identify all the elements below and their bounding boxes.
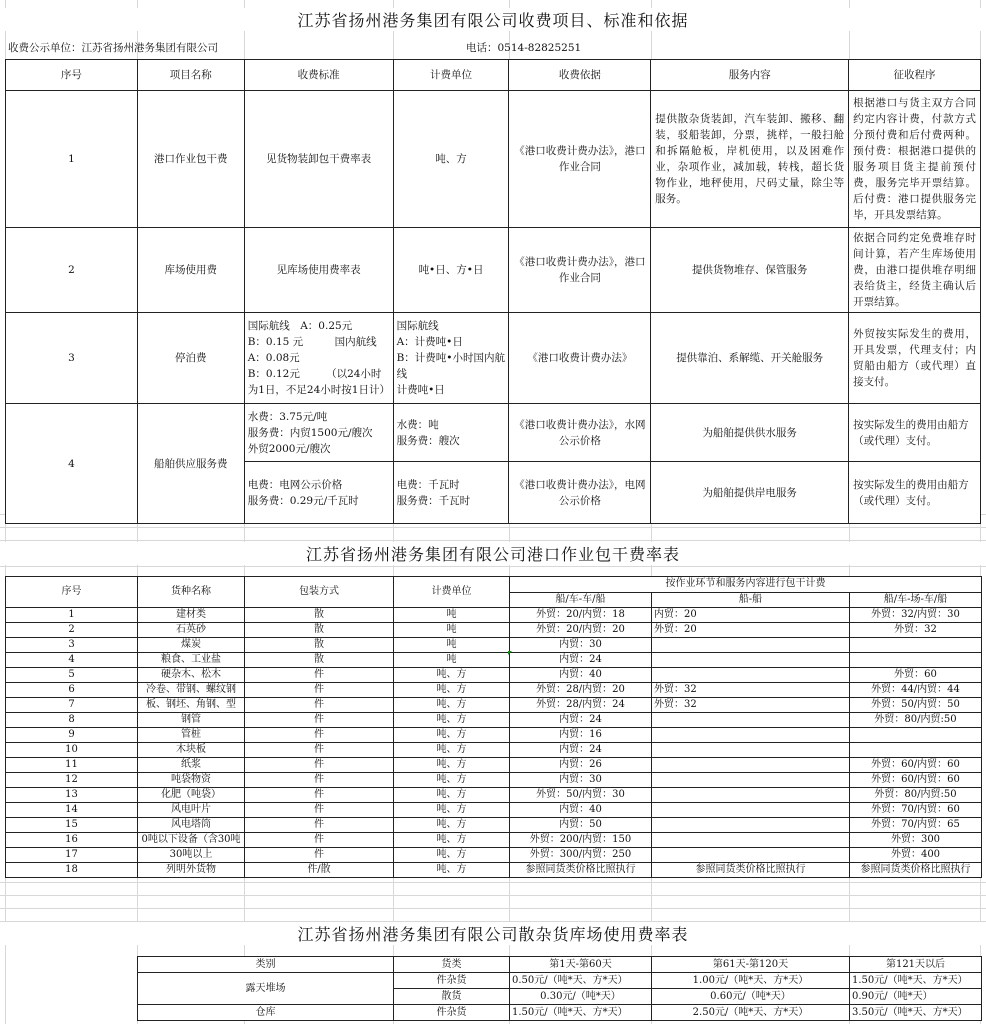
rate-no: 18 [6, 863, 138, 878]
rate-ship-ship: 外贸：32 [652, 698, 850, 713]
rate-ship-ship [652, 788, 850, 803]
rate-ship-car: 外贸：200/内贸：150 [510, 833, 652, 848]
header-name: 项目名称 [137, 60, 244, 91]
rate-ship-car: 内贸：30 [510, 773, 652, 788]
rate-cargo: 化肥（吨袋） [138, 788, 245, 803]
storage-rate: 0.60元/（吨*天） [652, 989, 850, 1005]
storage-cargo: 件杂货 [394, 1005, 510, 1021]
storage-header-days-61-120: 第61天-第120天 [652, 957, 850, 973]
rate-no: 13 [6, 788, 138, 803]
storage-table [137, 956, 982, 1021]
rate-no: 2 [6, 623, 138, 638]
rate-ship-car: 外贸：28/内贸：24 [510, 698, 652, 713]
storage-rate: 2.50元/（吨*天、方*天） [652, 1005, 850, 1021]
rate-ship-yard: 外贸：80/内贸:50 [850, 713, 982, 728]
row-unit: 吨•日、方•日 [393, 228, 509, 313]
row-basis: 《港口收费计费办法》，港口作业合同 [509, 228, 651, 313]
row-no: 2 [6, 228, 138, 313]
row-service: 为船舶提供供水服务 [651, 404, 849, 462]
rate-ship-yard: 外贸：32/内贸：30 [850, 608, 982, 623]
rate-ship-ship [652, 848, 850, 863]
table-row [6, 683, 982, 698]
rate-cargo: 0吨以下设备（含30吨 [138, 833, 245, 848]
rate-no: 16 [6, 833, 138, 848]
rates-header-unit: 计费单位 [394, 577, 510, 608]
table-row [6, 698, 982, 713]
standard-line: A：0.08元 [247, 352, 300, 364]
rate-unit: 吨、方 [394, 683, 510, 698]
row-service: 为船舶提供岸电服务 [651, 462, 849, 524]
rate-ship-yard: 外贸：60/内贸：60 [850, 758, 982, 773]
table-row [6, 848, 982, 863]
rate-ship-ship [652, 818, 850, 833]
rate-unit: 吨、方 [394, 728, 510, 743]
row-procedure: 按实际发生的费用由船方（或代理）支付。 [849, 462, 981, 524]
rate-ship-ship: 外贸：20 [652, 623, 850, 638]
rate-pack: 件 [245, 713, 394, 728]
rate-pack: 件/散 [245, 863, 394, 878]
rate-ship-ship: 内贸：20 [652, 608, 850, 623]
rate-ship-ship [652, 773, 850, 788]
table-row [6, 863, 982, 878]
rate-pack: 件 [245, 728, 394, 743]
row-unit [393, 313, 509, 404]
row-unit: 吨、方 [393, 91, 509, 228]
rate-unit: 吨、方 [394, 788, 510, 803]
rate-no: 14 [6, 803, 138, 818]
rate-pack: 散 [245, 638, 394, 653]
header-standard: 收费标准 [244, 60, 393, 91]
rate-ship-yard [850, 638, 982, 653]
table-row [6, 773, 982, 788]
row-no: 1 [6, 91, 138, 228]
rate-pack: 散 [245, 653, 394, 668]
rate-ship-ship [652, 668, 850, 683]
rate-ship-yard: 外贸：400 [850, 848, 982, 863]
table-row [6, 404, 981, 462]
rate-unit: 吨、方 [394, 803, 510, 818]
rate-no: 15 [6, 818, 138, 833]
table-row [6, 728, 982, 743]
rate-ship-yard: 外贸：44/内贸：44 [850, 683, 982, 698]
rate-no: 7 [6, 698, 138, 713]
rate-ship-car: 外贸：50/内贸：30 [510, 788, 652, 803]
rate-ship-car: 参照同货类价格比照执行 [510, 863, 652, 878]
rate-pack: 件 [245, 743, 394, 758]
publisher-label: 收费公示单位：江苏省扬州港务集团有限公司 [8, 42, 218, 54]
table-row [6, 803, 982, 818]
header-procedure: 征收程序 [849, 60, 981, 91]
rate-ship-ship [652, 803, 850, 818]
rate-pack: 散 [245, 623, 394, 638]
standard-line: B：0.12元 （以24小时为1日，不足24小时按1日计） [247, 368, 390, 396]
rate-unit: 吨、方 [394, 773, 510, 788]
rates-header-ship-car: 船/车-车/船 [510, 592, 652, 608]
rates-header-no: 序号 [6, 577, 138, 608]
unit-line: A：计费吨•日 [396, 336, 463, 348]
rate-cargo: 风电叶片 [138, 803, 245, 818]
rate-unit: 吨、方 [394, 713, 510, 728]
table-row [6, 743, 982, 758]
rates-header-ship-yard: 船/车-场-车/船 [850, 592, 982, 608]
storage-header-days-121: 第121天以后 [850, 957, 982, 973]
row-name: 停泊费 [137, 313, 244, 404]
rate-unit: 吨、方 [394, 698, 510, 713]
rate-unit: 吨 [394, 653, 510, 668]
rate-ship-car: 外贸：300/内贸：250 [510, 848, 652, 863]
rate-ship-yard: 外贸：60 [850, 668, 982, 683]
row-name: 库场使用费 [137, 228, 244, 313]
rate-pack: 件 [245, 773, 394, 788]
rate-cargo: 冷卷、带钢、螺纹钢 [138, 683, 245, 698]
row-basis: 《港口收费计费办法》，港口作业合同 [509, 91, 651, 228]
rate-unit: 吨、方 [394, 668, 510, 683]
row-standard: 见货物装卸包干费率表 [244, 91, 393, 228]
rate-pack: 件 [245, 758, 394, 773]
rate-ship-car: 外贸：20/内贸：20 [510, 623, 652, 638]
rate-cargo: 30吨以上 [138, 848, 245, 863]
storage-rate: 1.50元/（吨*天、方*天） [850, 973, 982, 989]
table-row [6, 638, 982, 653]
table-row [6, 653, 982, 668]
rate-ship-car: 内贸：30 [510, 638, 652, 653]
standard-line: 水费：3.75元/吨 [247, 410, 328, 423]
rate-ship-ship: 外贸：32 [652, 683, 850, 698]
rate-pack: 件 [245, 803, 394, 818]
storage-rate: 3.50元/（吨*天、方*天） [850, 1005, 982, 1021]
rate-no: 11 [6, 758, 138, 773]
rate-cargo: 吨袋物资 [138, 773, 245, 788]
rates-table-title: 江苏省扬州港务集团有限公司港口作业包干费率表 [0, 542, 986, 565]
unit-line: 国际航线 [396, 320, 439, 332]
rates-header-cargo: 货种名称 [138, 577, 245, 608]
row-standard [244, 404, 393, 462]
rate-cargo: 煤炭 [138, 638, 245, 653]
header-unit: 计费单位 [393, 60, 509, 91]
rate-ship-car: 内贸：40 [510, 803, 652, 818]
rate-ship-car: 内贸：50 [510, 818, 652, 833]
rate-ship-yard: 外贸：50/内贸：50 [850, 698, 982, 713]
rate-ship-ship [652, 713, 850, 728]
row-unit [393, 404, 509, 462]
rate-no: 17 [6, 848, 138, 863]
rate-pack: 件 [245, 833, 394, 848]
table-row [6, 713, 982, 728]
rate-ship-ship [652, 638, 850, 653]
standard-line: 服务费：0.29元/千瓦时 [247, 494, 359, 507]
header-no: 序号 [6, 60, 138, 91]
rate-cargo: 硬杂木、松木 [138, 668, 245, 683]
rate-ship-ship [652, 833, 850, 848]
table-row [6, 623, 982, 638]
rate-unit: 吨、方 [394, 743, 510, 758]
rate-pack: 件 [245, 683, 394, 698]
rates-header-ship-ship: 船-船 [652, 592, 850, 608]
row-procedure: 根据港口与货主双方合同约定内容计费，付款方式分预付费和后付费两种。预付费：根据港口提供的服务项目货主提前预付费，服务完毕开票结算。后付费：港口提供服务完毕，开具发票结算。 [849, 91, 981, 228]
rate-ship-yard: 外贸：80/内贸:50 [850, 788, 982, 803]
unit-line: 水费：吨 [396, 418, 439, 431]
row-name: 船舶供应服务费 [137, 404, 244, 524]
cell-comment-marker [508, 651, 512, 655]
rate-ship-ship [652, 653, 850, 668]
document-title: 江苏省扬州港务集团有限公司收费项目、标准和依据 [0, 8, 986, 31]
rate-ship-car: 外贸：28/内贸：20 [510, 683, 652, 698]
table-header-row [6, 60, 981, 91]
table-row [6, 668, 982, 683]
fee-items-table [5, 59, 981, 524]
rate-unit: 吨、方 [394, 863, 510, 878]
table-row [6, 91, 981, 228]
rate-no: 1 [6, 608, 138, 623]
rate-ship-car: 外贸：20/内贸：18 [510, 608, 652, 623]
rate-no: 8 [6, 713, 138, 728]
rate-ship-car: 内贸：16 [510, 728, 652, 743]
row-basis: 《港口收费计费办法》，水网公示价格 [509, 404, 651, 462]
storage-category-warehouse: 仓库 [138, 1005, 394, 1021]
rate-unit: 吨、方 [394, 833, 510, 848]
rate-no: 4 [6, 653, 138, 668]
rate-unit: 吨、方 [394, 758, 510, 773]
table-row [6, 818, 982, 833]
rate-ship-yard: 外贸：32 [850, 623, 982, 638]
rate-cargo: 列明外货物 [138, 863, 245, 878]
rate-cargo: 石英砂 [138, 623, 245, 638]
standard-line: 国际航线 A：0.25元 [247, 320, 353, 332]
row-standard: 见库场使用费率表 [244, 228, 393, 313]
rate-unit: 吨、方 [394, 818, 510, 833]
row-name: 港口作业包干费 [137, 91, 244, 228]
row-procedure: 按实际发生的费用由船方（或代理）支付。 [849, 404, 981, 462]
rate-ship-car: 内贸：24 [510, 743, 652, 758]
table-row [6, 758, 982, 773]
rate-cargo: 风电塔筒 [138, 818, 245, 833]
rate-ship-yard [850, 728, 982, 743]
rate-cargo: 木块板 [138, 743, 245, 758]
rate-ship-ship: 参照同货类价格比照执行 [652, 863, 850, 878]
rate-pack: 散 [245, 608, 394, 623]
row-no: 3 [6, 313, 138, 404]
standard-line: 外贸2000元/艘次 [247, 442, 331, 455]
rate-ship-ship [652, 728, 850, 743]
rates-header-group: 按作业环节和服务内容进行包干计费 [510, 577, 982, 593]
rate-unit: 吨、方 [394, 848, 510, 863]
row-no: 4 [6, 404, 138, 524]
row-service: 提供货物堆存、保管服务 [651, 228, 849, 313]
header-service: 服务内容 [651, 60, 849, 91]
rate-no: 5 [6, 668, 138, 683]
rate-ship-yard: 外贸：300 [850, 833, 982, 848]
storage-rate: 0.90元/（吨*天） [850, 989, 982, 1005]
rate-ship-yard [850, 743, 982, 758]
rate-cargo: 纸浆 [138, 758, 245, 773]
rate-cargo: 建材类 [138, 608, 245, 623]
storage-cargo: 散货 [394, 989, 510, 1005]
rate-no: 9 [6, 728, 138, 743]
row-standard [244, 462, 393, 524]
table-row [6, 608, 982, 623]
rate-no: 3 [6, 638, 138, 653]
row-basis: 《港口收费计费办法》，电网公示价格 [509, 462, 651, 524]
rate-ship-car: 内贸：40 [510, 668, 652, 683]
table-row [6, 833, 982, 848]
table-row [6, 788, 982, 803]
table-row [6, 313, 981, 404]
storage-header-cargo: 货类 [394, 957, 510, 973]
storage-rate: 1.00元/（吨*天、方*天） [652, 973, 850, 989]
rate-ship-yard [850, 653, 982, 668]
storage-rate: 1.50元/（吨*天、方*天） [510, 1005, 652, 1021]
phone-label: 电话：0514-82825251 [466, 42, 582, 54]
row-unit [393, 462, 509, 524]
storage-cargo: 件杂货 [394, 973, 510, 989]
standard-line: B：0.15 元 国内航线 [247, 336, 377, 348]
rate-cargo: 管桩 [138, 728, 245, 743]
rate-ship-ship [652, 758, 850, 773]
storage-header-days-1-60: 第1天-第60天 [510, 957, 652, 973]
rate-pack: 件 [245, 848, 394, 863]
unit-line: 计费吨•日 [396, 384, 445, 396]
table-row [6, 228, 981, 313]
rate-unit: 吨 [394, 623, 510, 638]
rate-ship-ship [652, 743, 850, 758]
row-service: 提供靠泊、系解缆、开关舱服务 [651, 313, 849, 404]
rates-table [5, 576, 982, 878]
rate-ship-yard: 参照同货类价格比照执行 [850, 863, 982, 878]
rate-cargo: 粮食、工业盐 [138, 653, 245, 668]
storage-rate: 0.50元/（吨*天、方*天） [510, 973, 652, 989]
unit-line: 服务费：千瓦时 [396, 494, 471, 507]
rate-ship-car: 内贸：24 [510, 713, 652, 728]
unit-line: 电费：千瓦时 [396, 478, 460, 491]
row-basis: 《港口收费计费办法》 [509, 313, 651, 404]
rate-pack: 件 [245, 818, 394, 833]
rates-header-pack: 包装方式 [245, 577, 394, 608]
rate-ship-yard: 外贸：70/内贸：60 [850, 803, 982, 818]
rate-ship-car: 内贸：26 [510, 758, 652, 773]
rate-no: 10 [6, 743, 138, 758]
rate-unit: 吨 [394, 638, 510, 653]
unit-line: 服务费：艘次 [396, 434, 460, 447]
rate-pack: 件 [245, 788, 394, 803]
storage-header-category: 类别 [138, 957, 394, 973]
storage-rate: 0.30元/（吨*天） [510, 989, 652, 1005]
storage-category-open-yard: 露天堆场 [138, 973, 394, 1005]
unit-line: B：计费吨•小时国内航线 [396, 352, 505, 380]
rate-cargo: 钢管 [138, 713, 245, 728]
rate-pack: 件 [245, 668, 394, 683]
rate-cargo: 板、钢坯、角钢、型 [138, 698, 245, 713]
rate-no: 12 [6, 773, 138, 788]
rate-unit: 吨 [394, 608, 510, 623]
standard-line: 电费：电网公示价格 [247, 478, 343, 491]
row-procedure: 依据合同约定免费堆存时间计算，若产生库场使用费，由港口提供堆存明细表给货主，经货主确认后开票结算。 [849, 228, 981, 313]
row-procedure: 外贸按实际发生的费用，开具发票，代理支付；内贸船由船方（或代理）直接支付。 [849, 313, 981, 404]
row-service: 提供散杂货装卸，汽车装卸、搬移、翻装，驳船装卸，分票，挑样，一般扫舱和拆隔舱板，岸机使用，以及困难作业，杂项作业，减加载，转栈，超长货物作业，地秤使用，尺码丈量，除尘等服务。 [651, 91, 849, 228]
rate-ship-yard: 外贸：60/内贸：60 [850, 773, 982, 788]
storage-table-title: 江苏省扬州港务集团有限公司散杂货库场使用费率表 [0, 922, 986, 945]
standard-line: 服务费：内贸1500元/艘次 [247, 426, 373, 439]
row-standard [244, 313, 393, 404]
rate-pack: 件 [245, 698, 394, 713]
header-basis: 收费依据 [509, 60, 651, 91]
rate-no: 6 [6, 683, 138, 698]
rate-ship-car: 内贸：24 [510, 653, 652, 668]
rate-ship-yard: 外贸：70/内贸：65 [850, 818, 982, 833]
